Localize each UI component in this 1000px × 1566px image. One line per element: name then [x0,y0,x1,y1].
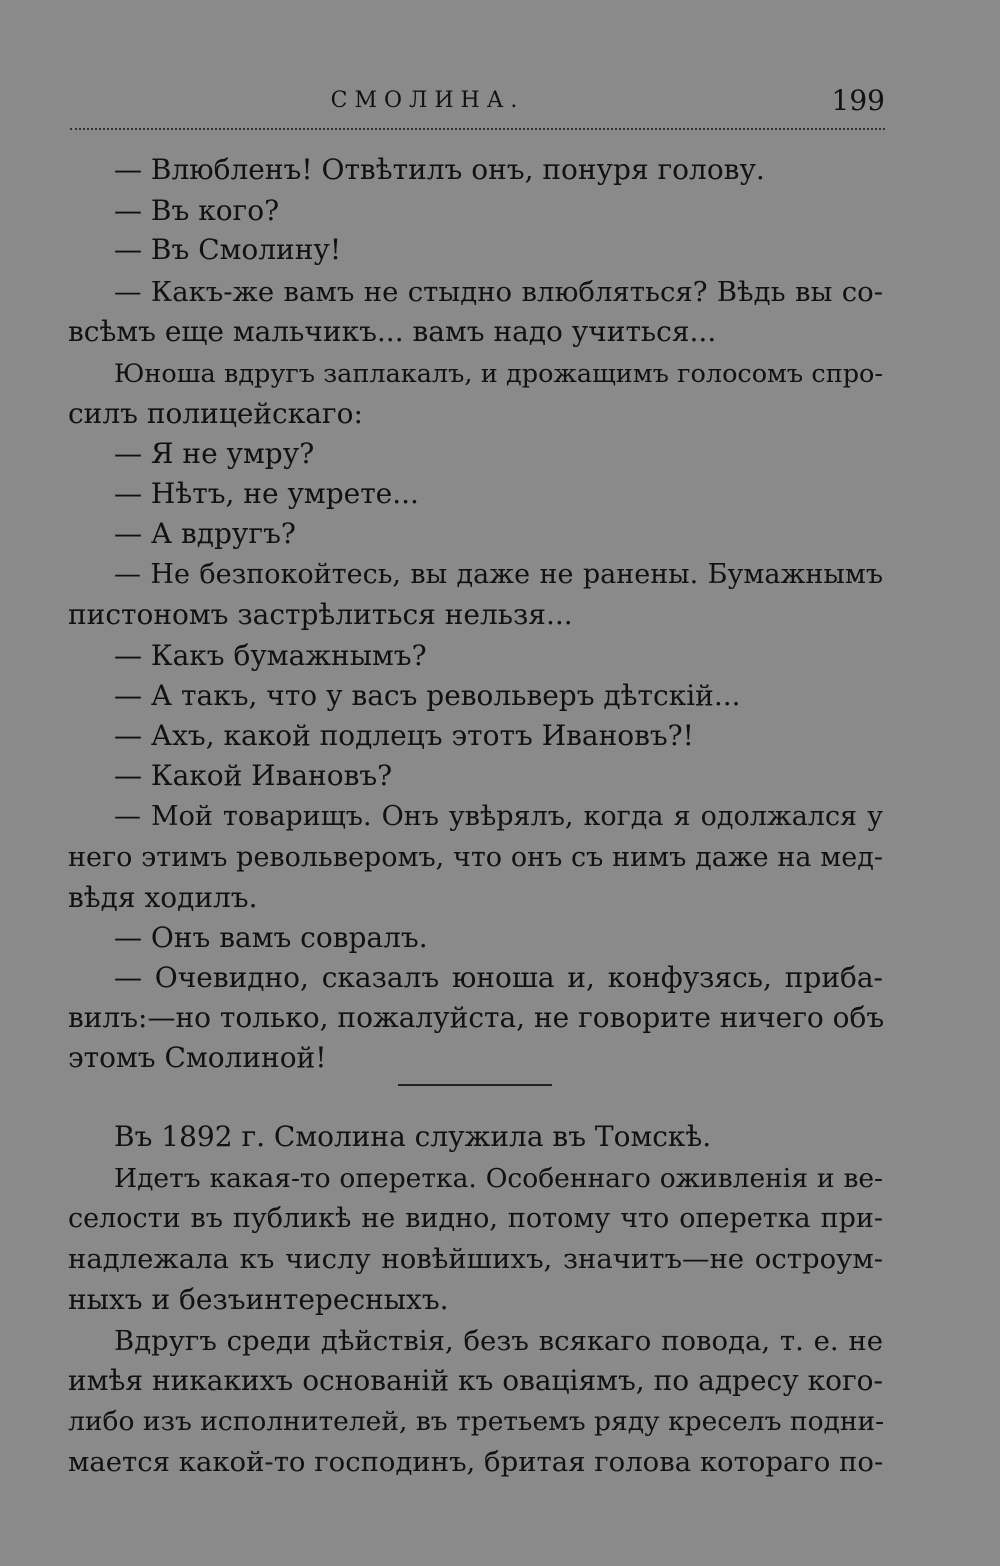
text-line: ныхъ и безъинтересныхъ. [68,1283,449,1316]
text-line: — Онъ вамъ совралъ. [114,921,428,954]
running-title: СМОЛИНА. [330,88,525,113]
text-line: надлежала къ числу новѣйшихъ, значитъ—не остроум- [68,1243,883,1275]
text-line: мается какой-то господинъ, бритая голова котораго по- [68,1446,884,1478]
text-line: всѣмъ еще мальчикъ... вамъ надо учиться... [68,315,717,348]
text-line: — Влюбленъ! Отвѣтилъ онъ, понуря голову. [114,153,765,186]
section-separator [398,1084,552,1086]
text-line: вилъ:—но только, пожалуйста, не говорите ничего объ [68,1001,885,1034]
page-header [70,84,885,130]
text-line: селости въ публикѣ не видно, потому что оперетка при- [68,1203,883,1234]
text-line: Юноша вдругъ заплакалъ, и дрожащимъ голосомъ спро- [114,359,883,389]
text-line: него этимъ револьверомъ, что онъ съ нимъ даже на мед- [68,842,883,873]
text-line: — А вдругъ? [114,517,296,550]
text-line: — Я не умру? [114,437,315,470]
text-line: — Ахъ, какой подлецъ этотъ Ивановъ?! [114,719,694,752]
text-line: — А такъ, что у васъ револьверъ дѣтскій... [114,679,741,712]
text-line: — Очевидно, сказалъ юноша и, конфузясь, приба- [114,961,883,994]
text-line: либо изъ исполнителей, въ третьемъ ряду креселъ подни- [68,1406,885,1437]
text-line: Вдругъ среди дѣйствія, безъ всякаго повода, т. е. не [114,1325,883,1357]
text-line: силъ полицейскаго: [68,397,363,430]
text-line: имѣя никакихъ основаній къ оваціямъ, по адресу кого- [68,1364,883,1397]
text-line: — Какъ-же вамъ не стыдно влюбляться? Вѣдь вы со- [114,276,883,308]
page-number: 199 [831,84,885,117]
text-line: — Какой Ивановъ? [114,759,393,792]
text-line: этомъ Смолиной! [68,1041,327,1074]
text-line: вѣдя ходилъ. [68,881,258,914]
text-line: — Какъ бумажнымъ? [114,639,427,672]
text-line: — Въ Смолину! [114,233,342,266]
text-line: Идетъ какая-то оперетка. Особеннаго оживленія и ве- [114,1163,883,1194]
text-line: — Не безпокойтесь, вы даже не ранены. Бумажнымъ [114,559,883,590]
text-line: — Нѣтъ, не умрете... [114,477,419,510]
text-line: — Мой товарищъ. Онъ увѣрялъ, когда я одолжался у [114,801,883,832]
text-line: пистономъ застрѣлиться нельзя... [68,598,573,631]
text-line: — Въ кого? [114,194,280,227]
text-line: Въ 1892 г. Смолина служила въ Томскѣ. [114,1120,712,1153]
